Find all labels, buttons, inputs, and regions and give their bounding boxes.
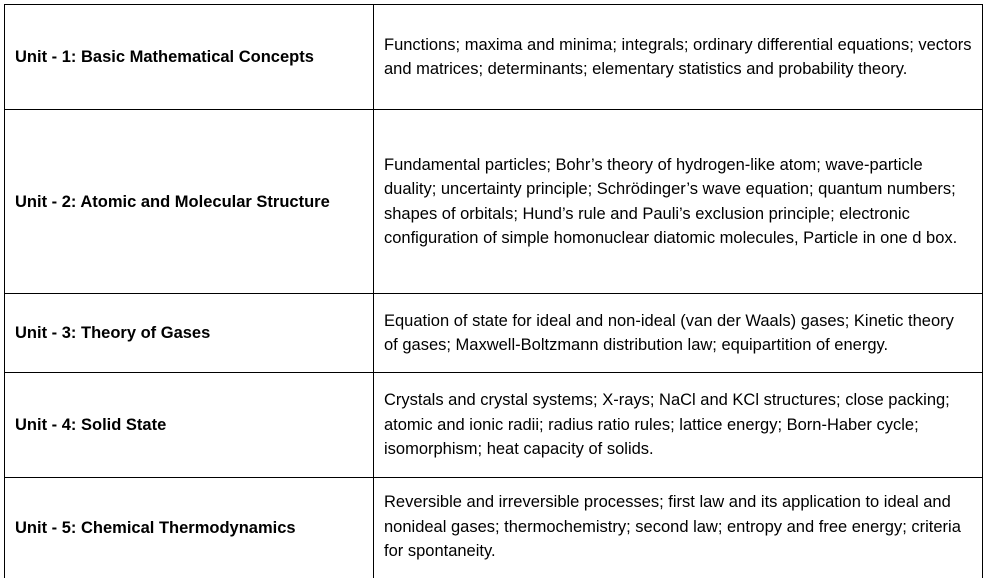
unit-title: Unit - 3: Theory of Gases bbox=[5, 294, 374, 373]
unit-topics: Equation of state for ideal and non-ideal (van der Waals) gases; Kinetic theory of gases; Maxwell-Boltzmann distribution law; equipartition of energy. bbox=[374, 294, 983, 373]
unit-title: Unit - 5: Chemical Thermodynamics bbox=[5, 478, 374, 578]
unit-topics: Fundamental particles; Bohr’s theory of hydrogen-like atom; wave-particle duality; uncertainty principle; Schrödinger’s wave equation; quantum numbers; shapes of orbitals; Hund’s rule and Pauli’s exclusion principle; electronic configuration of simple homonuclear diatomic molecules, Particle in one d box. bbox=[374, 110, 983, 294]
unit-title: Unit - 4: Solid State bbox=[5, 373, 374, 478]
table-row bbox=[5, 478, 983, 578]
table-row bbox=[5, 294, 983, 373]
syllabus-table bbox=[4, 4, 983, 578]
table-row bbox=[5, 110, 983, 294]
unit-title: Unit - 2: Atomic and Molecular Structure bbox=[5, 110, 374, 294]
unit-title: Unit - 1: Basic Mathematical Concepts bbox=[5, 5, 374, 110]
unit-topics: Reversible and irreversible processes; first law and its application to ideal and nonideal gases; thermochemistry; second law; entropy and free energy; criteria for spontaneity. bbox=[374, 478, 983, 578]
unit-topics: Functions; maxima and minima; integrals; ordinary differential equations; vectors and matrices; determinants; elementary statistics and probability theory. bbox=[374, 5, 983, 110]
unit-topics: Crystals and crystal systems; X-rays; NaCl and KCl structures; close packing; atomic and ionic radii; radius ratio rules; lattice energy; Born-Haber cycle; isomorphism; heat capacity of solids. bbox=[374, 373, 983, 478]
table-row bbox=[5, 373, 983, 478]
table-row bbox=[5, 5, 983, 110]
